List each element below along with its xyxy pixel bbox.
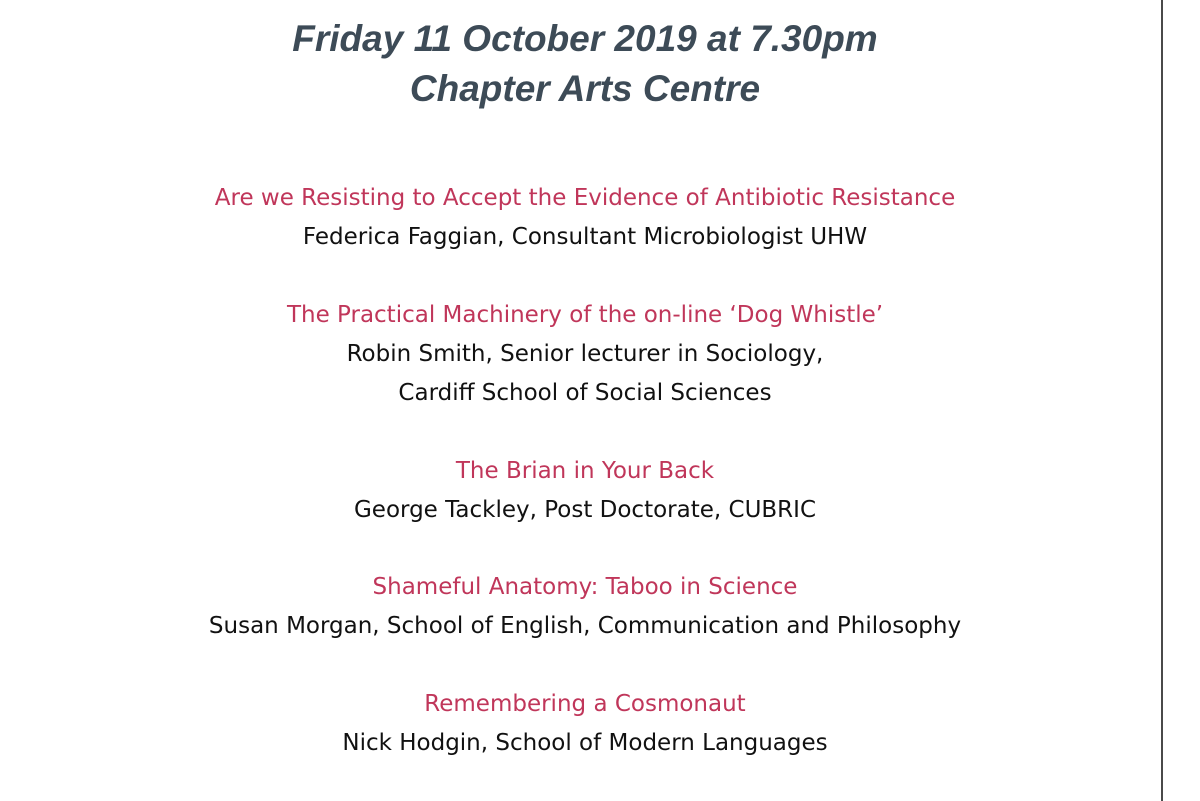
talk-title: The Practical Machinery of the on-line ‘Dog Whistle’ xyxy=(286,302,884,328)
talk-speaker: George Tackley, Post Doctorate, CUBRIC xyxy=(353,497,817,523)
talk-title: Remembering a Cosmonaut xyxy=(424,691,746,717)
talk-speaker: Robin Smith, Senior lecturer in Sociology, xyxy=(346,341,824,367)
talk-entry xyxy=(0,568,1170,646)
event-venue-heading: Chapter Arts Centre xyxy=(409,68,761,109)
talk-entry xyxy=(0,452,1170,530)
talk-entry xyxy=(0,179,1170,257)
talk-title: Shameful Anatomy: Taboo in Science xyxy=(372,574,798,600)
talk-entry xyxy=(0,296,1170,413)
talk-speaker: Susan Morgan, School of English, Communication and Philosophy xyxy=(208,613,962,639)
talk-title: Are we Resisting to Accept the Evidence of Antibiotic Resistance xyxy=(214,185,956,211)
talk-speaker: Nick Hodgin, School of Modern Languages xyxy=(342,730,828,756)
event-date-heading: Friday 11 October 2019 at 7.30pm xyxy=(292,18,878,59)
talk-speaker-affiliation: Cardiff School of Social Sciences xyxy=(398,380,772,406)
talk-title: The Brian in Your Back xyxy=(455,458,715,484)
talk-entry xyxy=(0,685,1170,763)
talk-speaker: Federica Faggian, Consultant Microbiologist UHW xyxy=(302,224,868,250)
